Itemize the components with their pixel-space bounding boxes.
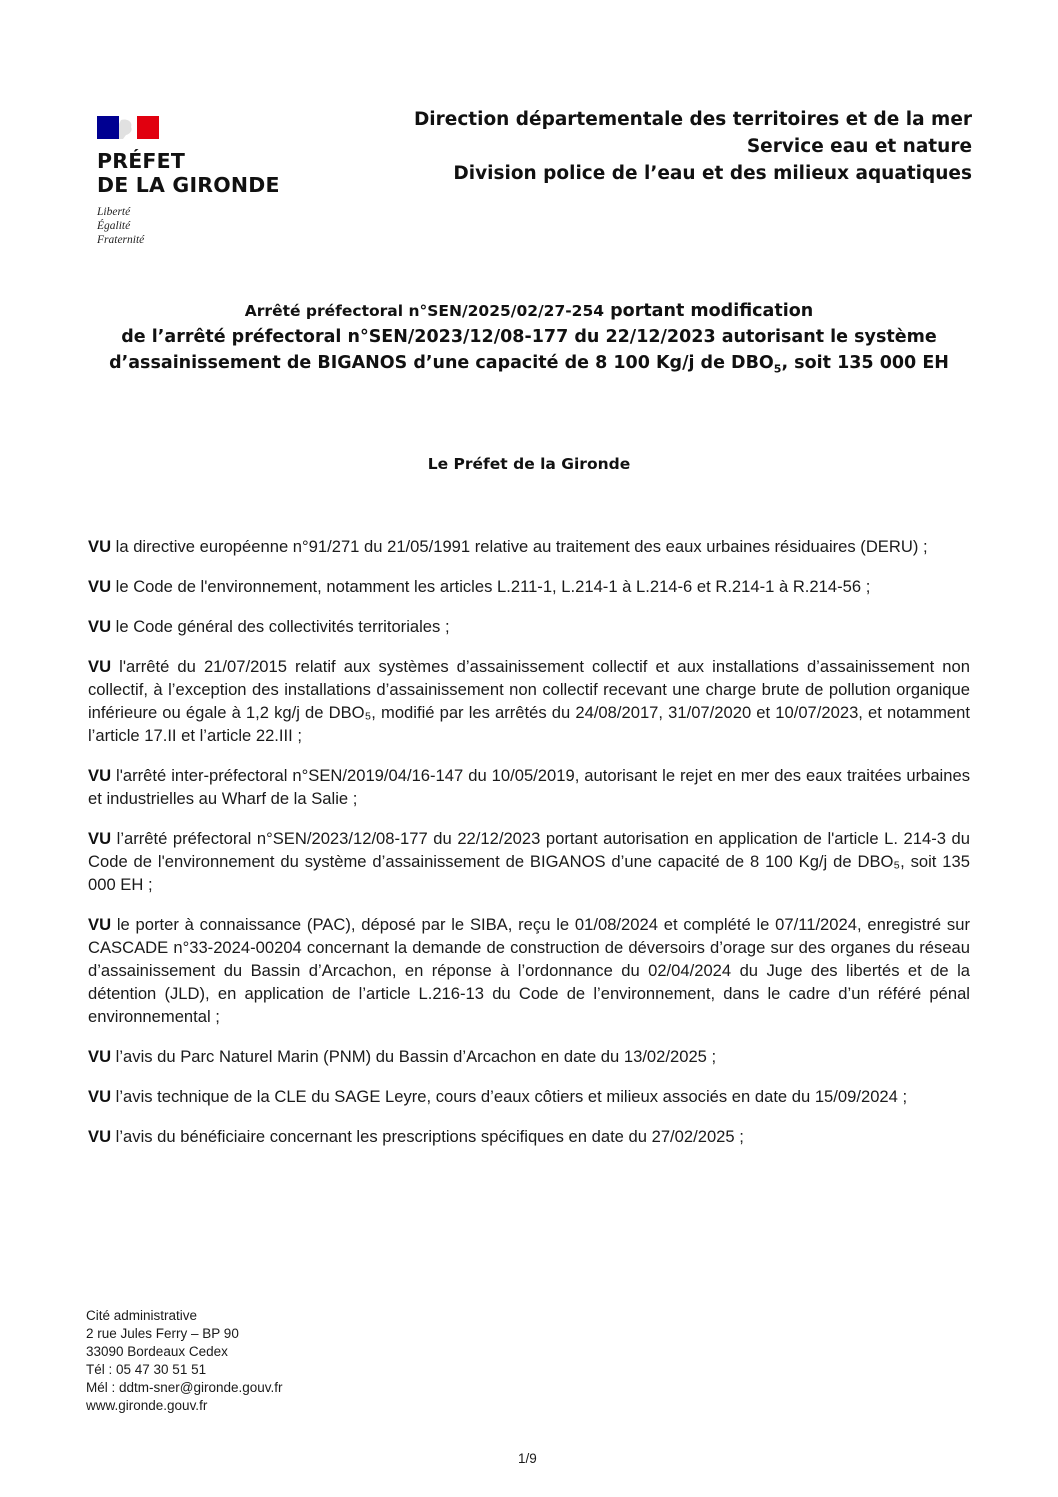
issuing-service-header [414, 106, 972, 187]
title-line3-a: d’assainissement de BIGANOS d’une capacité de 8 100 Kg/j de DBO [109, 353, 774, 373]
prefet-title-line2: DE LA GIRONDE [97, 173, 280, 197]
footer-building: Cité administrative [86, 1308, 198, 1323]
considerant-text: l’avis technique de la CLE du SAGE Leyre, cours d’eaux côtiers et milieux associés en date du 15/09/2024 ; [111, 1087, 908, 1106]
title-reference: Arrêté préfectoral n°SEN/2025/02/27-254 [244, 302, 605, 320]
vu-label: VU [88, 766, 112, 785]
considerant-2 [88, 575, 970, 598]
considerant-text: la directive européenne n°91/271 du 21/05/1991 relative au traitement des eaux urbaines résiduaires (DERU) ; [111, 537, 928, 556]
considerant-text: le Code de l'environnement, notamment les articles L.211-1, L.214-1 à L.214-6 et R.214-1 à R.214-56 ; [111, 577, 871, 596]
vu-label: VU [88, 1127, 112, 1146]
title-line2: de l’arrêté préfectoral n°SEN/2023/12/08-177 du 22/12/2023 autorisant le système [121, 327, 937, 347]
footer-address [86, 1307, 283, 1415]
considerant-text: le porter à connaissance (PAC), déposé par le SIBA, reçu le 01/08/2024 et complété le 07/11/2024, enregistré sur CASCADE n°33-2024-00204 concernant la demande de construction de déversoirs d’orage sur des organes du réseau d’assainissement du Bassin d’Arcachon, en réponse à l’ordonnance du 02/04/2024 du Juge des libertés et de la détention (JLD), en application de l’article L.216-13 du Code de l’environnement, dans le cadre d’un référé pénal environnemental ; [88, 915, 970, 1026]
header-service: Service eau et nature [746, 136, 972, 157]
considerant-10 [88, 1125, 970, 1148]
considerant-text: l'arrêté inter-préfectoral n°SEN/2019/04/16-147 du 10/05/2019, autorisant le rejet en mer des eaux traitées urbaines et industrielles au Wharf de la Salie ; [88, 766, 970, 808]
header-direction: Direction départementale des territoires et de la mer [413, 109, 972, 130]
title-line3 [88, 350, 970, 383]
considerant-text: l’avis du bénéficiaire concernant les prescriptions spécifiques en date du 27/02/2025 ; [111, 1127, 744, 1146]
french-republic-flag-icon [97, 116, 159, 139]
considerant-6 [88, 827, 970, 896]
considerant-7 [88, 913, 970, 1028]
republic-motto [97, 205, 280, 247]
considerant-4 [88, 655, 970, 747]
vu-label: VU [88, 537, 112, 556]
title-line3-sub: 5 [773, 362, 782, 376]
prefet-title [97, 149, 280, 197]
considerants-list [88, 535, 970, 1165]
considerant-3 [88, 615, 970, 638]
motto-egalite: Égalité [97, 220, 131, 232]
considerant-5 [88, 764, 970, 810]
considerant-9 [88, 1085, 970, 1108]
considerant-text: l'arrêté du 21/07/2015 relatif aux systèmes d’assainissement collectif et aux installations d’assainissement non collectif, à l’exception des installations d’assainissement non collectif recevant une charge brute de pollution organique inférieure ou égale à 1,2 kg/j de DBO₅, modifié par les arrêtés du 24/08/2017, 31/07/2020 et 10/07/2023, et notamment l’article 17.II et l’article 22.III ; [88, 657, 970, 745]
footer-city: 33090 Bordeaux Cedex [86, 1344, 228, 1359]
considerant-1 [88, 535, 970, 558]
footer-website: www.gironde.gouv.fr [86, 1398, 208, 1413]
vu-label: VU [88, 617, 112, 636]
page-number: 1/9 [518, 1451, 537, 1466]
considerant-text: le Code général des collectivités territoriales ; [111, 617, 450, 636]
title-line1 [88, 298, 970, 324]
title-line1-rest: portant modification [604, 301, 814, 321]
prefet-title-line1: PRÉFET [97, 149, 186, 173]
footer-phone: Tél : 05 47 30 51 51 [86, 1362, 207, 1377]
title-line3-b: , soit 135 000 EH [781, 353, 949, 373]
prefet-heading: Le Préfet de la Gironde [427, 455, 631, 473]
motto-fraternite: Fraternité [97, 234, 145, 246]
considerant-8 [88, 1045, 970, 1068]
header-division: Division police de l’eau et des milieux aquatiques [453, 163, 972, 184]
arrete-title [88, 298, 970, 383]
vu-label: VU [88, 657, 112, 676]
vu-label: VU [88, 1087, 112, 1106]
vu-label: VU [88, 577, 112, 596]
vu-label: VU [88, 829, 112, 848]
footer-street: 2 rue Jules Ferry – BP 90 [86, 1326, 239, 1341]
considerant-text: l’arrêté préfectoral n°SEN/2023/12/08-177 du 22/12/2023 portant autorisation en application de l'article L. 214-3 du Code de l'environnement du système d’assainissement de BIGANOS d’une capacité de 8 100 Kg/j de DBO₅, soit 135 000 EH ; [88, 829, 970, 894]
motto-liberte: Liberté [97, 206, 131, 218]
vu-label: VU [88, 1047, 112, 1066]
considerant-text: l’avis du Parc Naturel Marin (PNM) du Bassin d’Arcachon en date du 13/02/2025 ; [111, 1047, 717, 1066]
footer-email: Mél : ddtm-sner@gironde.gouv.fr [86, 1380, 283, 1395]
prefecture-logo [97, 116, 280, 247]
vu-label: VU [88, 915, 112, 934]
